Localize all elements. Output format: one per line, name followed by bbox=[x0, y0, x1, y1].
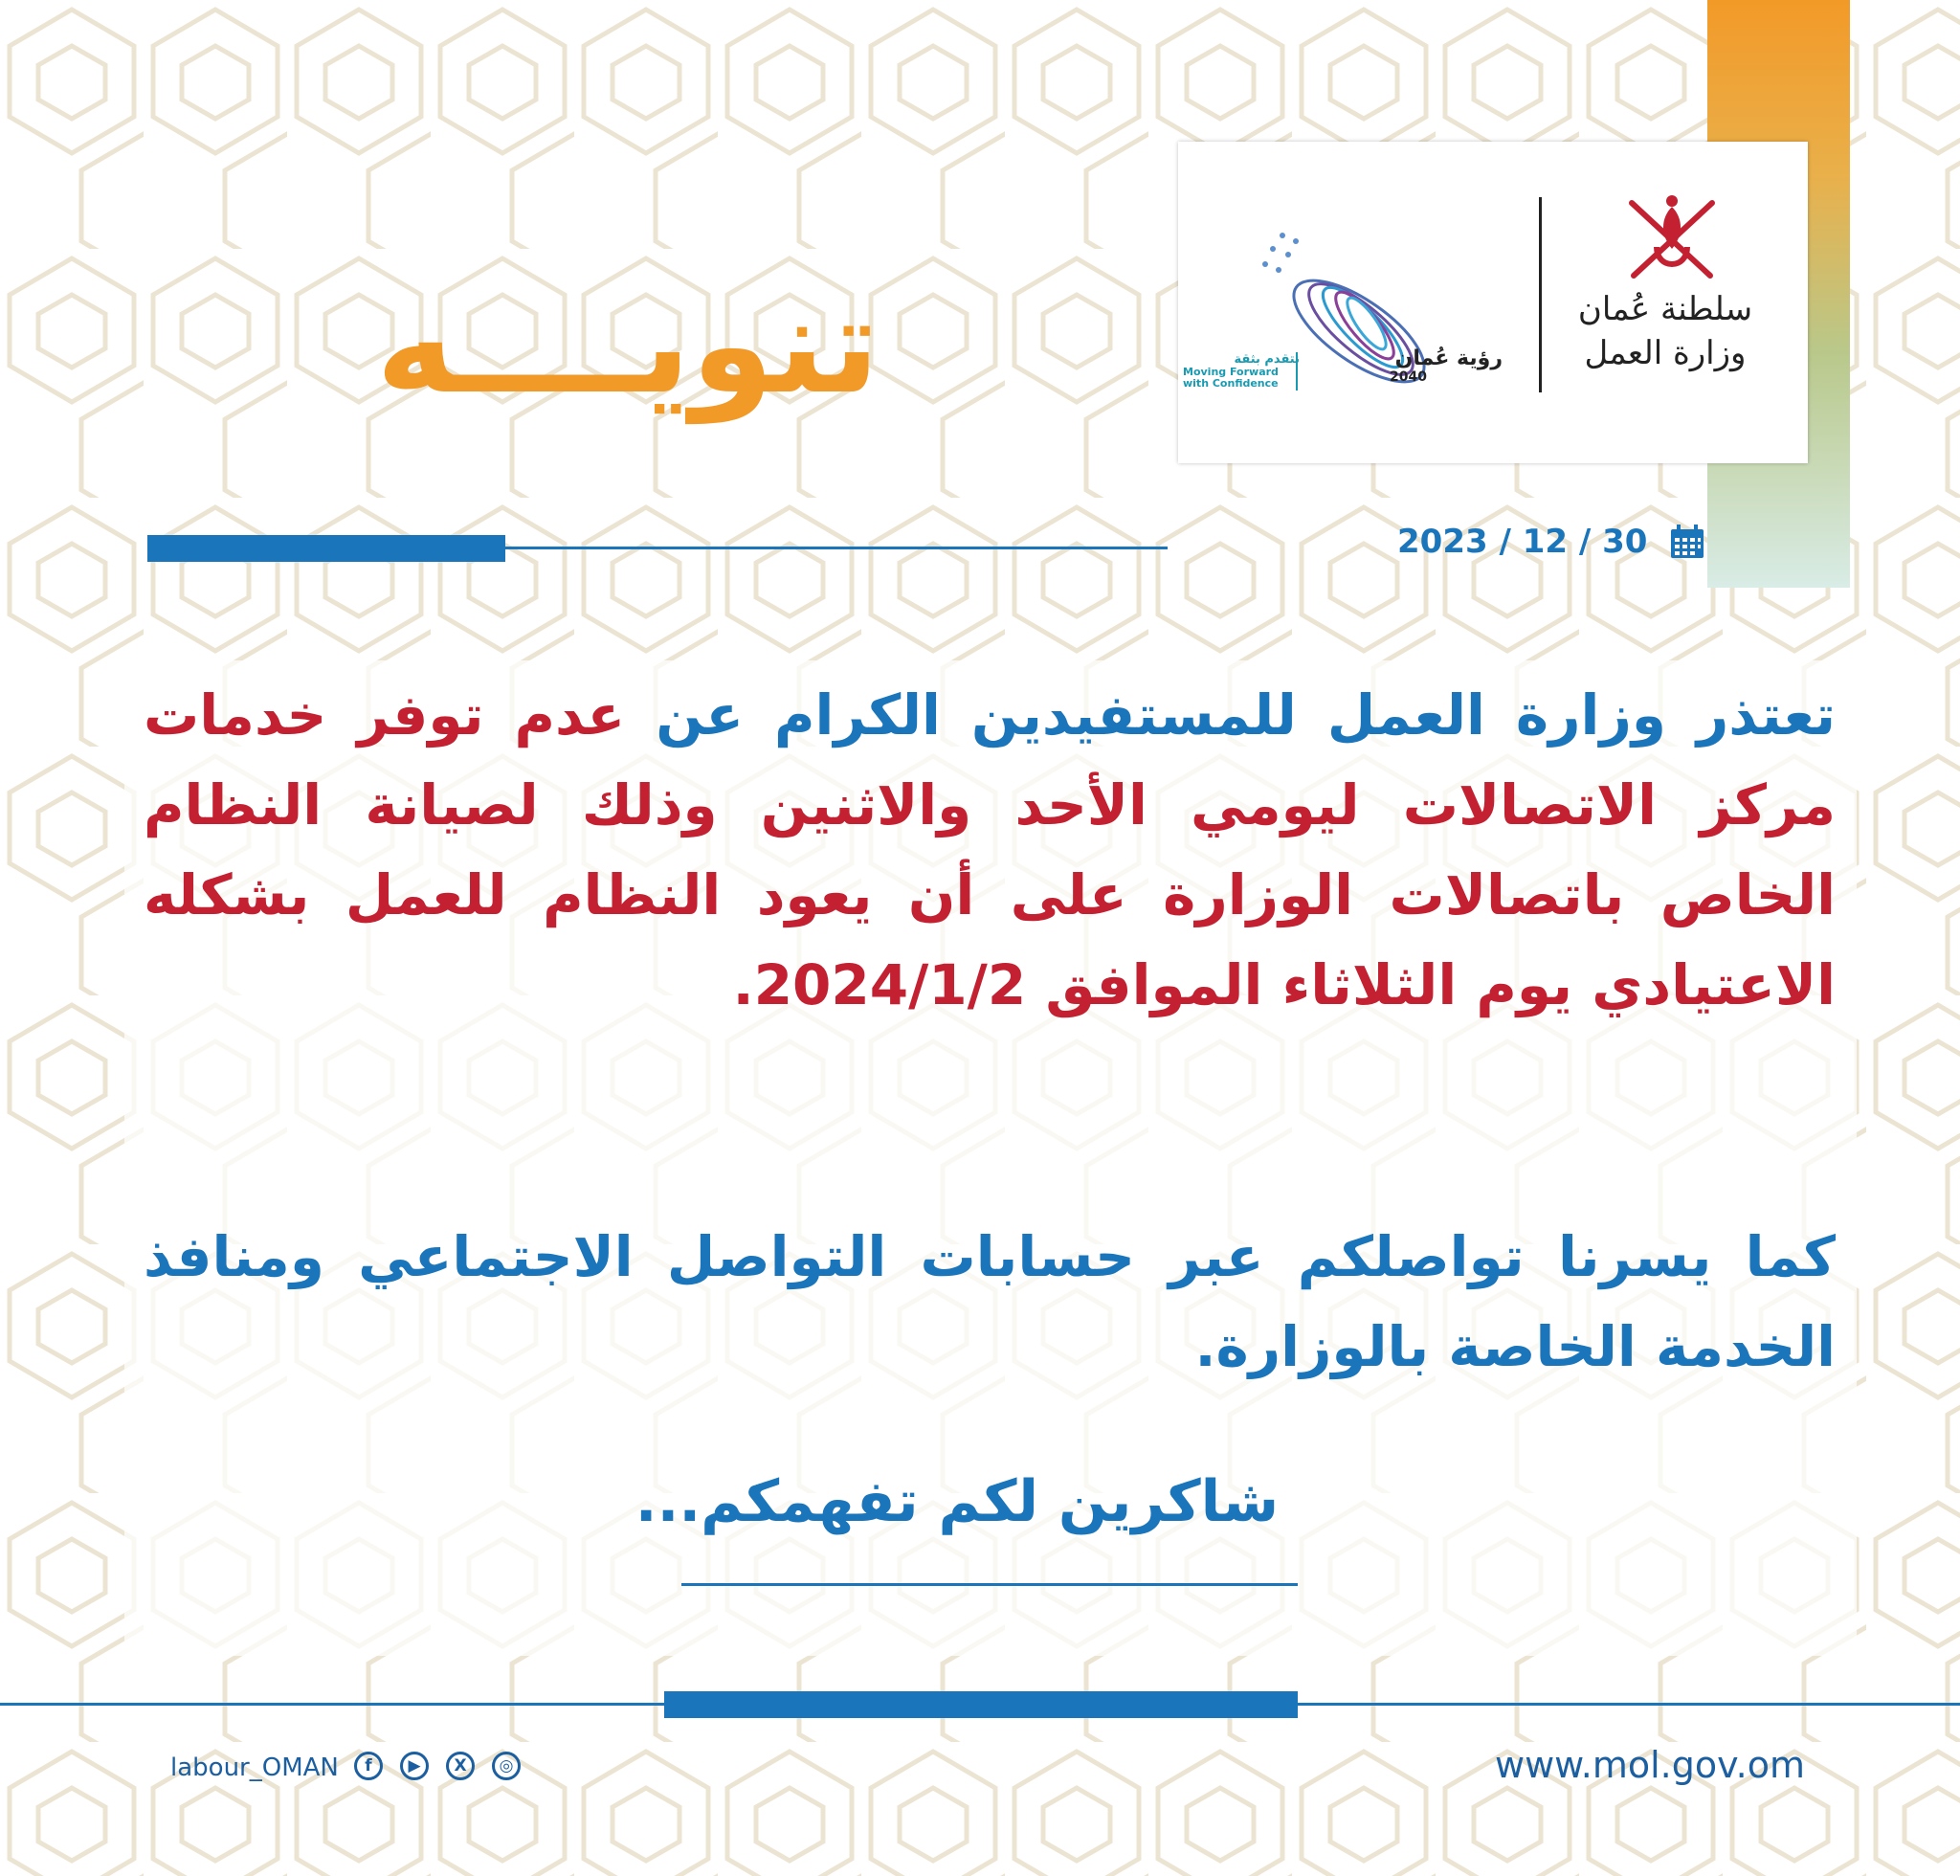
notice-details: عدم توفر خدمات مركز الاتصالات ليومي الأحد والاثنين وذلك لصيانة النظام الخاص باتصالات الوزارة على أن يعود النظام للعمل بشكله الاعتيادي يوم الثلاثاء الموافق 2024/1/2. bbox=[144, 682, 1836, 1017]
vision-label: رؤية عُمان bbox=[1394, 346, 1503, 370]
social-handle[interactable]: labour_OMAN bbox=[170, 1753, 339, 1782]
title-rule-thick bbox=[147, 535, 505, 562]
social-icons bbox=[354, 1752, 521, 1780]
contact-paragraph: كما يسرنا تواصلكم عبر حسابات التواصل الاجتماعي ومنافذ الخدمة الخاصة بالوزارة. bbox=[144, 1224, 1836, 1379]
moving-arabic: نتقدم بثقة bbox=[1234, 352, 1300, 367]
vision-year: 2040 bbox=[1390, 369, 1427, 385]
ministry-line-1: سلطنة عُمان bbox=[1577, 290, 1753, 328]
ministry-name bbox=[1560, 287, 1771, 375]
thanks-rule bbox=[681, 1583, 1298, 1586]
instagram-icon[interactable]: ◎ bbox=[492, 1752, 521, 1780]
thanks-text: شاكرين لكم تفهمكم... bbox=[635, 1468, 1280, 1535]
title-rule-thin bbox=[505, 547, 1168, 549]
moving-forward-logo bbox=[1183, 352, 1300, 390]
page-title: تنويــــه bbox=[375, 268, 880, 424]
x-icon[interactable]: X bbox=[446, 1752, 475, 1780]
notice-intro: تعتذر وزارة العمل للمستفيدين الكرام عن bbox=[656, 682, 1836, 748]
youtube-icon[interactable]: ▶ bbox=[400, 1752, 429, 1780]
ministry-line-2: وزارة العمل bbox=[1584, 334, 1747, 372]
moving-english-2: with Confidence bbox=[1183, 377, 1279, 390]
date-text: 2023 / 12 / 30 bbox=[1397, 523, 1648, 561]
notice-paragraph bbox=[144, 670, 1836, 1030]
moving-english-1: Moving Forward bbox=[1183, 366, 1279, 378]
date-row bbox=[1397, 521, 1706, 563]
footer-rule-thick bbox=[664, 1691, 1298, 1718]
oman-khanjar-emblem-icon bbox=[1618, 190, 1726, 287]
logo-divider bbox=[1539, 197, 1542, 392]
facebook-icon[interactable]: f bbox=[354, 1752, 383, 1780]
website-link[interactable]: www.mol.gov.om bbox=[1495, 1744, 1805, 1786]
calendar-icon bbox=[1668, 523, 1706, 561]
